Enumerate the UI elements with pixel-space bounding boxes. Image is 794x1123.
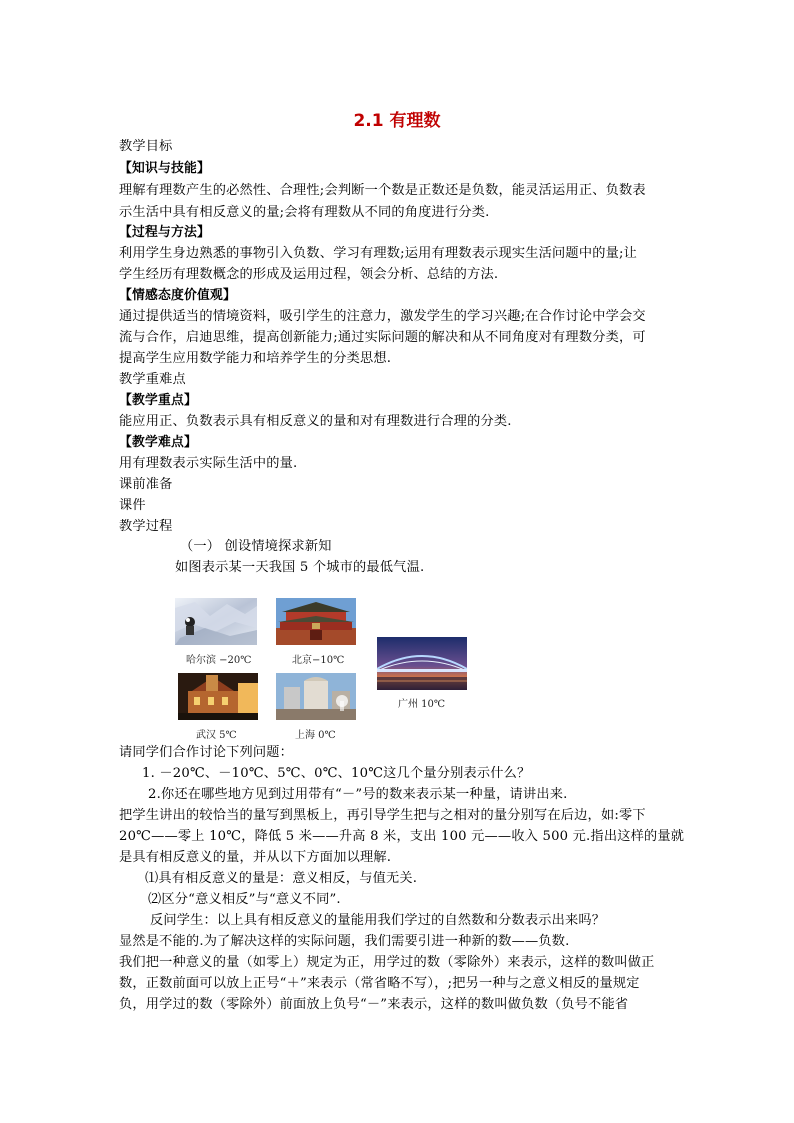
paragraph-line: 课件 bbox=[119, 498, 146, 513]
question-item: 2.你还在哪些地方见到过用带有“－”号的数来表示某一种量，请讲出来. bbox=[148, 787, 568, 802]
paragraph-line: 是具有相反意义的量，并从以下方面加以理解. bbox=[119, 850, 392, 865]
subheading-process-methods: 【过程与方法】 bbox=[119, 225, 210, 240]
paragraph-line: 利用学生身边熟悉的事物引入负数、学习有理数;运用有理数表示现实生活问题中的量;让 bbox=[119, 246, 638, 261]
step-heading: （一） 创设情境探求新知 bbox=[180, 539, 332, 554]
caption-wuhan: 武汉 5℃ bbox=[196, 730, 237, 741]
subheading-teaching-focus: 【教学重点】 bbox=[119, 393, 197, 408]
paragraph-line: 数，正数前面可以放上正号“＋”来表示（常省略不写），;把另一种与之意义相反的量规定 bbox=[119, 976, 640, 991]
paragraph-line: 请同学们合作讨论下列问题： bbox=[119, 745, 294, 760]
caption-guangzhou: 广州 10℃ bbox=[398, 699, 446, 710]
paragraph-line: 流与合作，启迪思维，提高创新能力;通过实际问题的解决和从不同角度对有理数分类，可 bbox=[119, 330, 646, 345]
guangzhou-photo bbox=[377, 637, 467, 690]
question-item: 1. －20℃、－10℃、5℃、0℃、10℃这几个量分别表示什么？ bbox=[142, 766, 531, 781]
paragraph-line: 显然是不能的.为了解决这样的实际问题，我们需要引进一种新的数——负数. bbox=[119, 934, 570, 949]
list-item: ⑵区分“意义相反”与“意义不同”. bbox=[148, 892, 341, 907]
page-title: 2.1 有理数 bbox=[353, 111, 441, 131]
section-heading-process: 教学过程 bbox=[119, 519, 173, 534]
subheading-teaching-difficulty: 【教学难点】 bbox=[119, 435, 197, 450]
paragraph-line: 能应用正、负数表示具有相反意义的量和对有理数进行合理的分类. bbox=[119, 414, 512, 429]
paragraph-line: 通过提供适当的情境资料，吸引学生的注意力，激发学生的学习兴趣;在合作讨论中学会交 bbox=[119, 309, 646, 324]
shanghai-photo bbox=[276, 673, 356, 720]
paragraph-line: 负，用学过的数（零除外）前面放上负号“－”来表示，这样的数叫做负数（负号不能省 bbox=[119, 997, 629, 1012]
paragraph-line: 学生经历有理数概念的形成及运用过程，领会分析、总结的方法. bbox=[119, 267, 499, 282]
paragraph-line: 如图表示某一天我国 5 个城市的最低气温. bbox=[175, 560, 425, 575]
section-heading-preparation: 课前准备 bbox=[119, 477, 173, 492]
paragraph-line: 20℃——零上 10℃，降低 5 米——升高 8 米，支出 100 元——收入 500 元.指出这样的量就 bbox=[119, 829, 685, 844]
paragraph-line: 把学生讲出的较恰当的量写到黑板上，再引导学生把与之相对的量分别写在后边，如:零下 bbox=[119, 808, 646, 823]
wuhan-photo bbox=[178, 673, 258, 720]
section-heading-objectives: 教学目标 bbox=[119, 139, 173, 154]
beijing-photo bbox=[276, 598, 356, 645]
paragraph-line: 用有理数表示实际生活中的量. bbox=[119, 456, 298, 471]
paragraph-line: 示生活中具有相反意义的量;会将有理数从不同的角度进行分类. bbox=[119, 205, 490, 220]
caption-harbin: 哈尔滨 −20℃ bbox=[186, 655, 252, 666]
list-item: ⑴具有相反意义的量是：意义相反，与值无关. bbox=[145, 871, 418, 886]
paragraph-line: 反问学生：以上具有相反意义的量能用我们学过的自然数和分数表示出来吗？ bbox=[150, 913, 606, 928]
subheading-attitude-values: 【情感态度价值观】 bbox=[119, 288, 236, 303]
section-heading-key-points: 教学重难点 bbox=[119, 372, 186, 387]
paragraph-line: 提高学生应用数学能力和培养学生的分类思想. bbox=[119, 351, 392, 366]
paragraph-line: 理解有理数产生的必然性、合理性;会判断一个数是正数还是负数，能灵活运用正、负数表 bbox=[119, 183, 646, 198]
caption-shanghai: 上海 0℃ bbox=[295, 730, 336, 741]
harbin-photo bbox=[175, 598, 257, 645]
caption-beijing: 北京−10℃ bbox=[292, 655, 345, 666]
paragraph-line: 我们把一种意义的量（如零上）规定为正，用学过的数（零除外）来表示，这样的数叫做正 bbox=[119, 955, 655, 970]
subheading-knowledge-skills: 【知识与技能】 bbox=[119, 161, 210, 176]
